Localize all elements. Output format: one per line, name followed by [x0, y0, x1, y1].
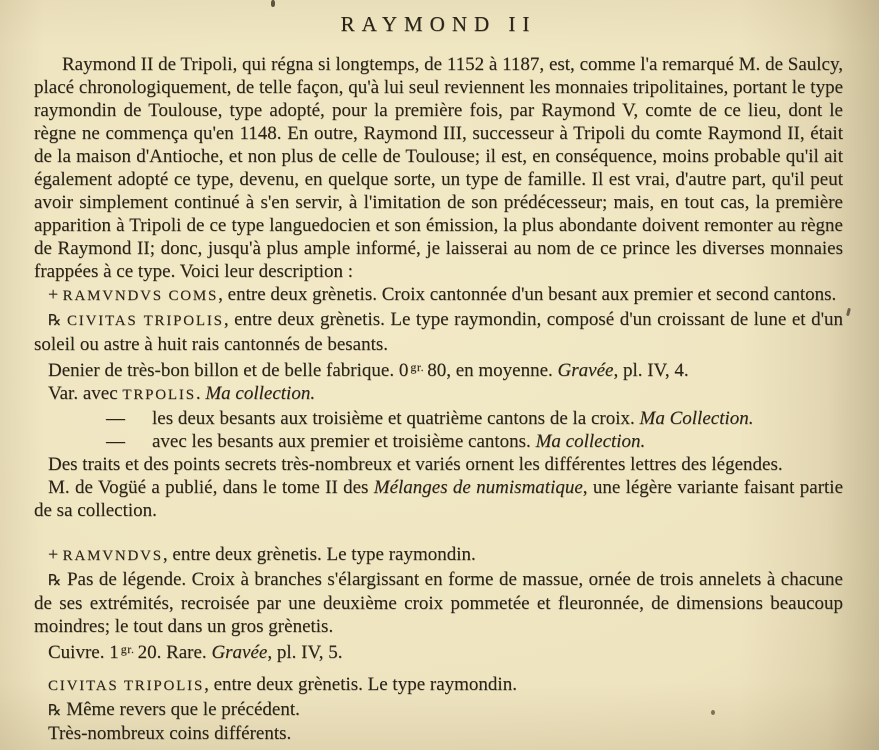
text-segment-plain: Var. avec [48, 383, 123, 404]
text-segment-caps: RAMVNDVS [62, 548, 163, 564]
text-segment-plain: les deux besants aux troisième et quatrième cantons de la croix. [152, 408, 640, 429]
text-segment-plain: , une légère variante faisant partie de sa collection. [34, 477, 844, 521]
text-segment-plain: , entre deux grènetis. Le type raymondin, composé d'un croissant de lune et d'un soleil ou astre à huit rais cantonnés de besants. [34, 309, 844, 355]
text-segment-cross: + [48, 544, 63, 564]
coins-note [34, 722, 843, 745]
text-segment-plain: M. de Vogüé a publié, dans le tome II des [48, 477, 374, 498]
dash-marker: — [106, 408, 125, 429]
obverse-description-2 [34, 543, 843, 568]
text-segment-plain: 80, en moyenne. [427, 360, 558, 381]
obverse-description-3 [34, 673, 843, 698]
text-segment-sup: gr. [120, 642, 135, 656]
variant-entry-1 [34, 407, 843, 430]
text-segment-caps: RAMVNDVS COMS [62, 288, 219, 304]
text-segment-rx: ℞ [48, 311, 62, 329]
text-segment-plain: , pl. IV, 5. [267, 642, 343, 663]
vogue-note [34, 476, 843, 522]
text-segment-caps: CIVITAS TRIPOLIS [66, 313, 224, 329]
text-segment-italic: Mélanges de numismatique [373, 477, 583, 498]
text-segment-italic: Ma Collection. [639, 408, 754, 429]
text-segment-caps: CIVITAS TRIPOLIS [48, 678, 205, 694]
variant-entry-2 [34, 430, 843, 453]
metal-note-2 [34, 638, 843, 664]
text-segment-plain: avec les besants aux premier et troisième cantons. [152, 431, 536, 452]
obverse-description-1 [34, 283, 843, 308]
text-segment-italic: Gravée [557, 360, 614, 381]
scan-speck [711, 710, 715, 715]
text-segment-plain: Cuivre. 1 [48, 642, 119, 663]
text-segment-plain: Des traits et des points secrets très-nombreux et variés ornent les différentes lettres des légendes. [48, 454, 783, 475]
reverse-description-1 [34, 308, 843, 356]
text-segment-plain: , entre deux grènetis. Croix cantonnée d'un besant aux premier et second cantons. [218, 284, 837, 305]
text-segment-italic: Ma collection. [535, 431, 646, 452]
scan-speck [271, 0, 275, 7]
text-segment-plain: Très-nombreux coins différents. [48, 723, 292, 744]
text-segment-plain: Denier de très-bon billon et de belle fabrique. 0 [48, 360, 409, 381]
text-segment-plain: , pl. IV, 4. [613, 360, 689, 381]
text-segment-plain: , entre deux grènetis. Le type raymondin. [162, 544, 476, 565]
text-segment-caps: TRPOLIS [122, 387, 196, 403]
text-block-container [34, 53, 843, 745]
text-segment-plain: Raymond II de Tripoli, qui régna si longtemps, de 1152 à 1187, est, comme l'a remarqué M. de Saulcy, placé chronologiquement, de telle façon, qu'à lui seul reviennent les monnaies tripolitaines, portant le type raymondin de Toulouse, type adopté, pour la première fois, par Raymond V, comte de ce lieu, dont le règne ne commença qu'en 1148. En outre, Raymond III, successeur à Tripoli du comte Raymond II, était de la maison d'Antioche, et non plus de celle de Toulouse; il est, en conséquence, moins probable qu'il ait également adopté ce type, devenu, en quelque sorte, un type de famille. Il est vrai, d'autre part, qu'il peut avoir simplement continué à s'en servir, à l'imitation de son prédécesseur; mais, en tout cas, la première apparition à Tripoli de ce type languedocien et son émission, la plus abondante doivent remonter au règne de Raymond II; donc, jusqu'à plus ample informé, je laisserai au nom de ce prince les diverses monnaies frappées à ce type. Voici leur description : [34, 54, 843, 282]
text-segment-rx: ℞ [48, 701, 62, 719]
intro-paragraph [34, 53, 843, 283]
reverse-description-2 [34, 568, 843, 638]
page-title: RAYMOND II [340, 12, 537, 36]
text-segment-italic: Gravée [211, 642, 268, 663]
text-segment-plain: Même revers que le précédent. [61, 699, 300, 720]
text-segment-plain: . [195, 383, 206, 404]
metal-note-1 [34, 356, 843, 382]
text-segment-plain: , entre deux grènetis. Le type raymondin. [204, 674, 517, 695]
variant-note [34, 382, 843, 407]
reverse-description-3 [34, 698, 843, 722]
text-segment-italic: Ma collection. [205, 383, 316, 404]
secret-marks-note [34, 453, 843, 476]
text-segment-rx: ℞ [48, 571, 62, 589]
scan-speck [846, 308, 851, 316]
text-segment-plain: Pas de légende. Croix à branches s'élargissant en forme de massue, ornée de trois annelets à chacune de ses extrémités, recroisée par une deuxième croix pommetée et fleuronnée, de dimensions beaucoup moindres; le tout dans un gros grènetis. [34, 569, 843, 637]
text-segment-sup: gr. [410, 360, 425, 374]
text-segment-plain: 20. Rare. [137, 642, 212, 663]
dash-marker: — [106, 431, 125, 452]
text-segment-cross: + [48, 284, 63, 304]
